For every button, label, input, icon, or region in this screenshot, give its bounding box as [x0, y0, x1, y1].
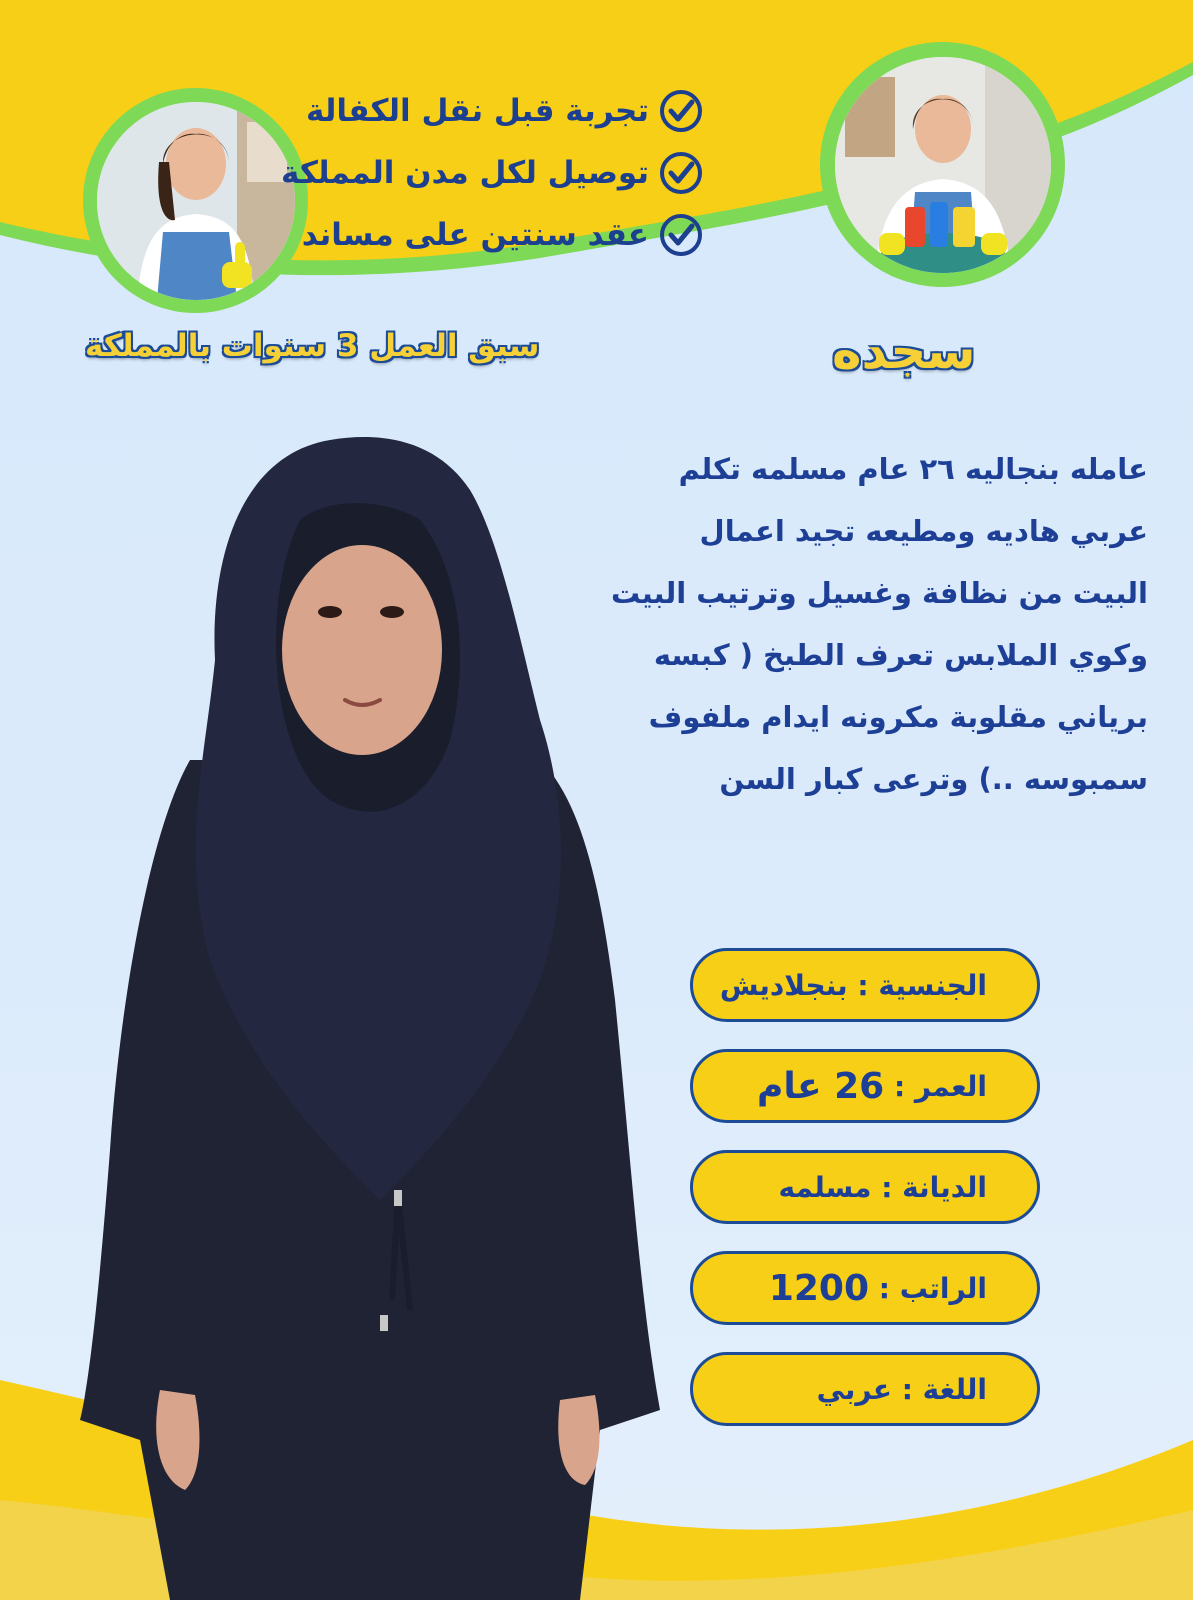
- feature-item: [281, 204, 703, 266]
- info-value: بنجلاديش: [719, 968, 848, 1002]
- info-value: مسلمه: [778, 1170, 872, 1204]
- check-circle-icon: [659, 89, 703, 133]
- info-label: اللغة :: [901, 1372, 987, 1406]
- info-label: الراتب :: [878, 1271, 987, 1305]
- feature-label: تجربة قبل نقل الكفالة: [305, 93, 649, 129]
- feature-item: [281, 142, 703, 204]
- feature-label: توصيل لكل مدن المملكة: [281, 155, 649, 191]
- feature-item: [281, 80, 703, 142]
- info-list: [690, 948, 1040, 1453]
- check-circle-icon: [659, 151, 703, 195]
- description-line: البيت من نظافة وغسيل وترتيب البيت: [611, 576, 1148, 610]
- worker-description: [588, 438, 1148, 810]
- cleaner-supplies-illustration: [835, 57, 1051, 273]
- info-language: [690, 1352, 1040, 1426]
- info-label: الديانة :: [881, 1170, 987, 1204]
- experience-headline: سبق العمل 3 سنوات بالمملكة: [85, 328, 540, 364]
- info-religion: [690, 1150, 1040, 1224]
- info-value: 26 عام: [757, 1065, 885, 1107]
- description-line: وكوي الملابس تعرف الطبخ ( كبسه: [653, 638, 1148, 672]
- info-label: العمر :: [893, 1069, 987, 1103]
- description-line: برياني مقلوبة مكرونه ايدام ملفوف: [648, 700, 1148, 734]
- description-line: سمبوسه ..) وترعى كبار السن: [719, 762, 1148, 796]
- description-line: عربي هاديه ومطيعه تجيد اعمال: [699, 514, 1148, 548]
- feature-list: [281, 80, 703, 266]
- info-salary: [690, 1251, 1040, 1325]
- worker-name: سجده: [832, 322, 976, 380]
- info-label: الجنسية :: [857, 968, 987, 1002]
- info-age: [690, 1049, 1040, 1123]
- info-value: عربي: [816, 1372, 892, 1406]
- feature-label: عقد سنتين على مساند: [301, 217, 649, 253]
- description-line: عامله بنجاليه ٢٦ عام مسلمه تكلم: [678, 452, 1148, 486]
- info-nationality: [690, 948, 1040, 1022]
- info-value: 1200: [768, 1267, 870, 1309]
- left-promo-photo: [83, 88, 308, 313]
- right-promo-photo: [820, 42, 1065, 287]
- cleaner-thumbs-up-illustration: [97, 102, 295, 300]
- check-circle-icon: [659, 213, 703, 257]
